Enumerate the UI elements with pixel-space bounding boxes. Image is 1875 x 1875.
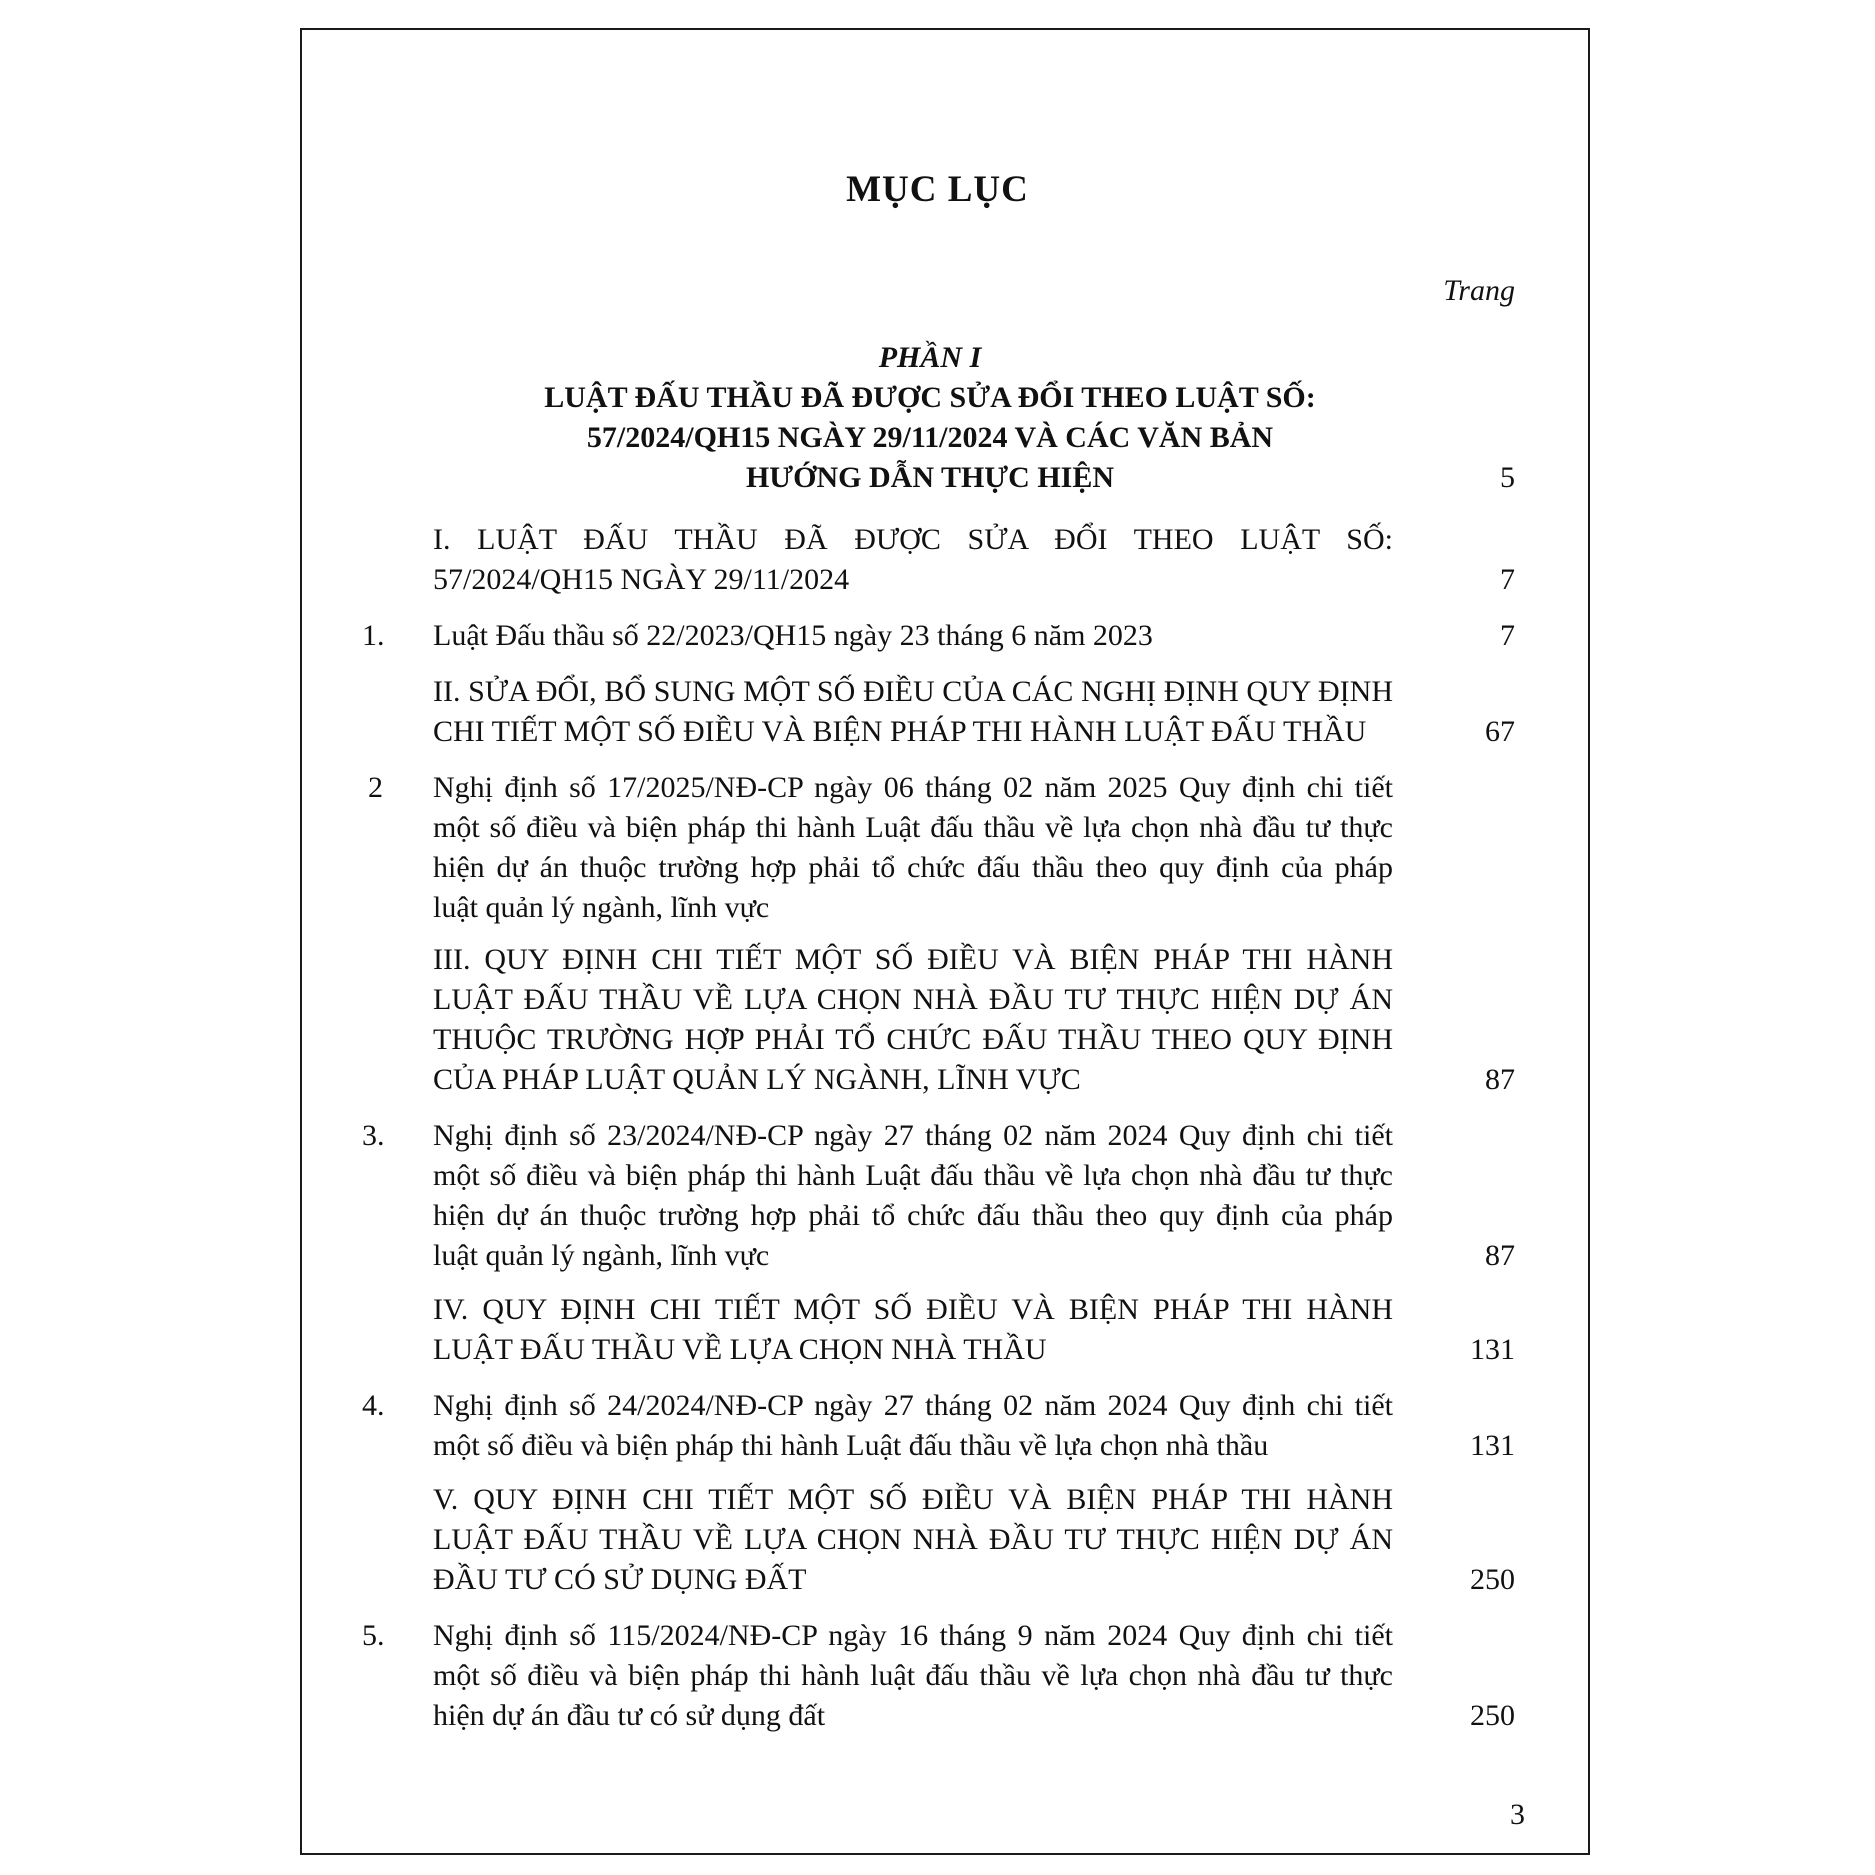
- toc-entry-number: 3.: [362, 1119, 385, 1152]
- toc-entry-line: Luật Đấu thầu số 22/2023/QH15 ngày 23 tháng 6 năm 2023: [433, 619, 1153, 652]
- toc-entry-line: II. SỬA ĐỔI, BỔ SUNG MỘT SỐ ĐIỀU CỦA CÁC NGHỊ ĐỊNH QUY ĐỊNH: [433, 675, 1393, 708]
- toc-entry-line: THUỘC TRƯỜNG HỢP PHẢI TỔ CHỨC ĐẤU THẦU THEO QUY ĐỊNH: [433, 1023, 1393, 1056]
- toc-entry-text: [433, 616, 1393, 656]
- toc-entry-page: 250: [1470, 1699, 1515, 1732]
- page-title: MỤC LỤC: [846, 169, 1029, 210]
- toc-entry-line: Nghị định số 115/2024/NĐ-CP ngày 16 tháng 9 năm 2024 Quy định chi tiết: [433, 1619, 1393, 1652]
- toc-entry-page: 67: [1485, 715, 1515, 748]
- page-column-label: Trang: [1443, 274, 1515, 307]
- toc-entry-page: 87: [1485, 1239, 1515, 1272]
- toc-entry-page: 7: [1500, 563, 1515, 596]
- toc-entry-text: [433, 1386, 1393, 1466]
- toc-entry-line: một số điều và biện pháp thi hành Luật đấu thầu về lựa chọn nhà đầu tư thực: [433, 811, 1393, 844]
- toc-entry-text: [433, 1480, 1393, 1600]
- part-title-line: 57/2024/QH15 NGÀY 29/11/2024 VÀ CÁC VĂN BẢN: [586, 421, 1274, 454]
- toc-entry-line: V. QUY ĐỊNH CHI TIẾT MỘT SỐ ĐIỀU VÀ BIỆN PHÁP THI HÀNH: [433, 1483, 1393, 1516]
- toc-entry-text: [433, 1616, 1393, 1736]
- part-title-line: LUẬT ĐẤU THẦU ĐÃ ĐƯỢC SỬA ĐỔI THEO LUẬT SỐ:: [544, 381, 1316, 414]
- toc-entry-number: 2: [368, 771, 383, 804]
- part-page-number: 5: [1500, 461, 1515, 494]
- toc-entry-line: một số điều và biện pháp thi hành Luật đấu thầu về lựa chọn nhà đầu tư thực: [433, 1159, 1393, 1192]
- toc-entry-number: 5.: [362, 1619, 385, 1652]
- toc-entry-line: luật quản lý ngành, lĩnh vực: [433, 1239, 770, 1272]
- page-number: 3: [1510, 1798, 1525, 1831]
- toc-entry-line: CHI TIẾT MỘT SỐ ĐIỀU VÀ BIỆN PHÁP THI HÀNH LUẬT ĐẤU THẦU: [433, 715, 1367, 748]
- toc-entry-page: 131: [1470, 1333, 1515, 1366]
- toc-entry-line: một số điều và biện pháp thi hành luật đấu thầu về lựa chọn nhà đầu tư thực: [433, 1659, 1393, 1692]
- toc-entry-line: một số điều và biện pháp thi hành Luật đấu thầu về lựa chọn nhà thầu: [433, 1429, 1269, 1462]
- toc-entry-page: 87: [1485, 1063, 1515, 1096]
- toc-entry-line: hiện dự án thuộc trường hợp phải tổ chức đấu thầu theo quy định của pháp: [433, 1199, 1393, 1232]
- toc-entry-page: 250: [1470, 1563, 1515, 1596]
- toc-entry-line: Nghị định số 17/2025/NĐ-CP ngày 06 tháng 02 năm 2025 Quy định chi tiết: [433, 771, 1393, 804]
- toc-entry-line: III. QUY ĐỊNH CHI TIẾT MỘT SỐ ĐIỀU VÀ BIỆN PHÁP THI HÀNH: [433, 943, 1393, 976]
- part-title-line: HƯỚNG DẪN THỰC HIỆN: [745, 461, 1115, 494]
- toc-entry-line: CỦA PHÁP LUẬT QUẢN LÝ NGÀNH, LĨNH VỰC: [433, 1063, 1081, 1096]
- toc-entry-page: 131: [1470, 1429, 1515, 1462]
- toc-entry-line: Nghị định số 24/2024/NĐ-CP ngày 27 tháng 02 năm 2024 Quy định chi tiết: [433, 1389, 1393, 1422]
- toc-entry-line: LUẬT ĐẤU THẦU VỀ LỰA CHỌN NHÀ THẦU: [433, 1333, 1047, 1366]
- toc-entry-line: LUẬT ĐẤU THẦU VỀ LỰA CHỌN NHÀ ĐẦU TƯ THỰC HIỆN DỰ ÁN: [433, 983, 1393, 1016]
- part-heading: [430, 338, 1430, 498]
- toc-entry-line: I. LUẬT ĐẤU THẦU ĐÃ ĐƯỢC SỬA ĐỔI THEO LUẬT SỐ:: [433, 523, 1393, 556]
- toc-entry-line: IV. QUY ĐỊNH CHI TIẾT MỘT SỐ ĐIỀU VÀ BIỆN PHÁP THI HÀNH: [433, 1293, 1393, 1326]
- toc-entry-number: 1.: [362, 619, 385, 652]
- toc-entry-page: 7: [1500, 619, 1515, 652]
- toc-entry-text: [433, 940, 1393, 1100]
- toc-entry-text: [433, 1116, 1393, 1276]
- toc-entry-text: [433, 520, 1393, 600]
- toc-entry-line: hiện dự án đầu tư có sử dụng đất: [433, 1699, 826, 1732]
- toc-entry-line: luật quản lý ngành, lĩnh vực: [433, 891, 770, 924]
- toc-entry-number: 4.: [362, 1389, 385, 1422]
- toc-entry-line: ĐẦU TƯ CÓ SỬ DỤNG ĐẤT: [433, 1563, 807, 1596]
- toc-entry-line: hiện dự án thuộc trường hợp phải tổ chức đấu thầu theo quy định của pháp: [433, 851, 1393, 884]
- toc-entry-text: [433, 768, 1393, 928]
- toc-entry-line: LUẬT ĐẤU THẦU VỀ LỰA CHỌN NHÀ ĐẦU TƯ THỰC HIỆN DỰ ÁN: [433, 1523, 1393, 1556]
- toc-entry-text: [433, 672, 1393, 752]
- toc-entry-line: 57/2024/QH15 NGÀY 29/11/2024: [433, 563, 850, 596]
- part-label: PHẦN I: [878, 341, 982, 374]
- toc-entry-line: Nghị định số 23/2024/NĐ-CP ngày 27 tháng 02 năm 2024 Quy định chi tiết: [433, 1119, 1393, 1152]
- toc-entry-text: [433, 1290, 1393, 1370]
